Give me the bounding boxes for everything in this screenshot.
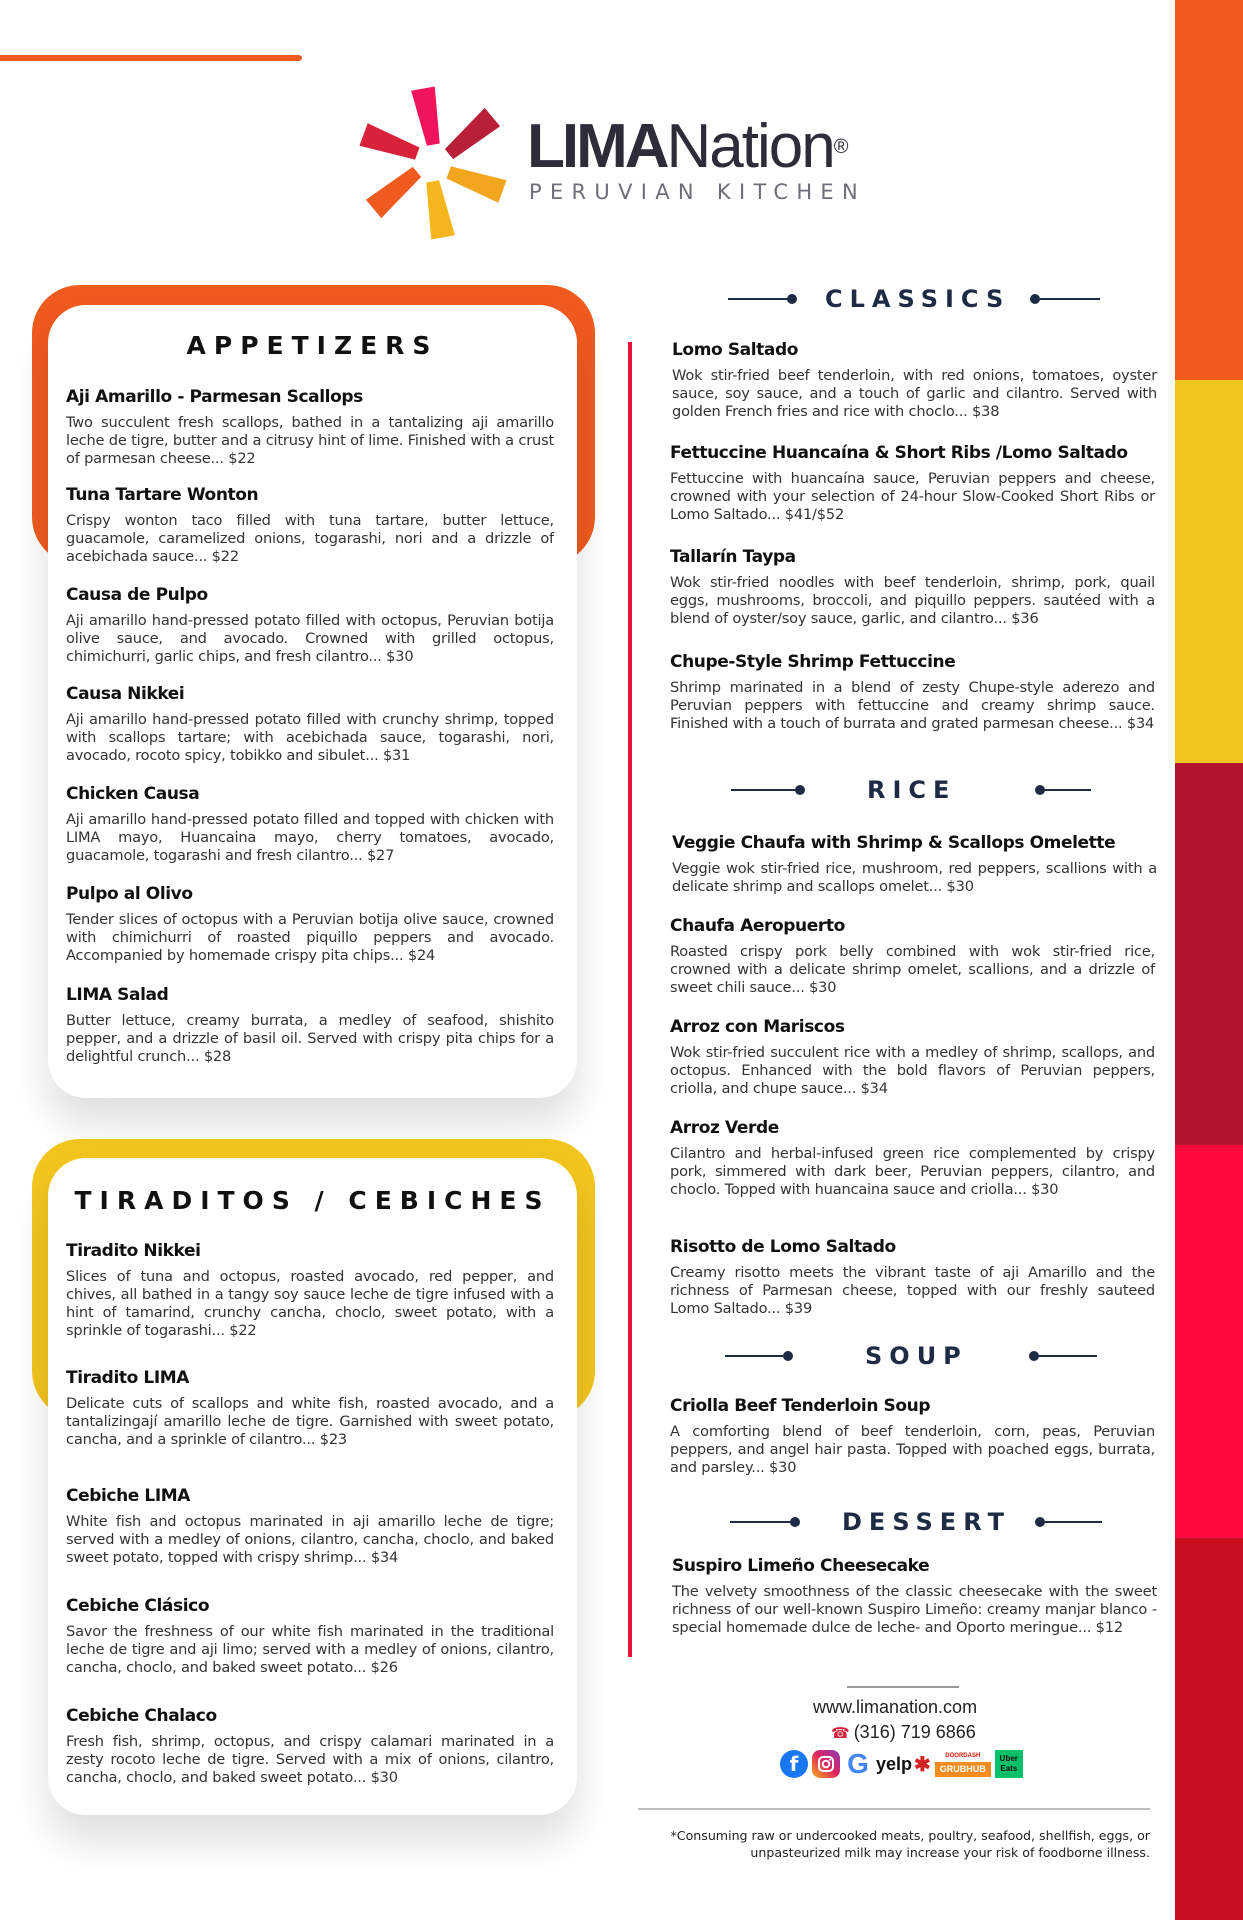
phone-number[interactable]: ☎ (316) 719 6866 xyxy=(831,1722,976,1742)
phone-icon: ☎ xyxy=(831,1725,850,1742)
rice-title: RICE xyxy=(867,776,957,804)
menu-item: Pulpo al Olivo Tender slices of octopus with a Peruvian botija olive sauce, crowned with chimichurri of roasted piquillo peppers and avocado. Accompanied by homemade crispy pita chips... $24 xyxy=(66,884,554,964)
dessert-title: DESSERT xyxy=(842,1508,1011,1536)
stripe-red xyxy=(1175,1145,1243,1538)
stripe-yellow xyxy=(1175,380,1243,763)
uber-eats-icon[interactable]: Uber Eats xyxy=(995,1750,1023,1778)
menu-item: Tiradito Nikkei Slices of tuna and octopus, roasted avocado, red pepper, and chives, all bathed in a tangy soy sauce leche de tigre infused with a hint of tamarind, crunchy cancha, choclo, sweet potato, with a sprinkle of togarashi... $22 xyxy=(66,1241,554,1339)
menu-item: Causa Nikkei Aji amarillo hand-pressed potato filled with crunchy shrimp, topped with scallops tartare; with acebichada sauce, togarashi, nori, avocado, rocoto spicy, tobikko and sibulet... $31 xyxy=(66,684,554,764)
instagram-icon[interactable] xyxy=(812,1750,840,1778)
disclaimer-divider xyxy=(638,1808,1150,1810)
menu-item: Tuna Tartare Wonton Crispy wonton taco filled with tuna tartare, butter lettuce, guacamole, caramelized onions, togarashi, nori and a drizzle of acebichada sauce... $22 xyxy=(66,485,554,565)
classics-header xyxy=(728,284,1100,314)
menu-item: Tallarín Taypa Wok stir-fried noodles with beef tenderloin, shrimp, pork, quail eggs, mushrooms, broccoli, and piquillo peppers. sautéed with a blend of oyster/soy sauce, garlic, and cilantro... $36 xyxy=(670,547,1155,627)
menu-item: Risotto de Lomo Saltado Creamy risotto meets the vibrant taste of aji Amarillo and the richness of Parmesan cheese, topped with our freshly sauteed Lomo Saltado... $39 xyxy=(670,1237,1155,1317)
menu-item: Criolla Beef Tenderloin Soup A comforting blend of beef tenderloin, corn, peas, Peruvian peppers, and angel hair pasta. Topped with poached eggs, burrata, and parsley... $30 xyxy=(670,1396,1155,1476)
dessert-header xyxy=(730,1507,1102,1537)
stripe-crimson xyxy=(1175,763,1243,1145)
social-links xyxy=(780,1749,1023,1779)
menu-item: Suspiro Limeño Cheesecake The velvety smoothness of the classic cheesecake with the sweet richness of our well-known Suspiro Limeño: creamy manjar blanco -special homemade dulce de leche- and Oporto meringue... $12 xyxy=(672,1556,1157,1636)
stripe-dark-red xyxy=(1175,1538,1243,1920)
facebook-icon[interactable]: f xyxy=(780,1750,808,1778)
google-icon[interactable]: G xyxy=(847,1748,869,1779)
classics-title: CLASSICS xyxy=(825,285,1011,313)
yelp-icon[interactable]: yelp ✱ xyxy=(876,1753,931,1776)
rice-header xyxy=(731,775,1091,805)
top-accent-line xyxy=(0,55,302,61)
soup-header xyxy=(725,1341,1097,1371)
stripe-orange xyxy=(1175,0,1243,380)
menu-item: Cebiche LIMA White fish and octopus marinated in aji amarillo leche de tigre; served with a medley of onions, cilantro, cancha, choclo, and baked sweet potato, topped with crispy shrimp... $34 xyxy=(66,1486,554,1566)
appetizers-title: APPETIZERS xyxy=(186,331,439,360)
menu-item: Causa de Pulpo Aji amarillo hand-pressed potato filled with octopus, Peruvian botija olive sauce, and avocado. Crowned with grilled octopus, chimichurri, garlic chips, and fresh cilantro... $30 xyxy=(66,585,554,665)
footer-divider xyxy=(847,1686,959,1688)
brand-tagline: PERUVIAN KITCHEN xyxy=(529,180,866,204)
menu-item: Arroz Verde Cilantro and herbal-infused green rice complemented by crispy pork, simmered with dark beer, Peruvian peppers, cilantro, and choclo. Topped with huancaina sauce and criolla... $30 xyxy=(670,1118,1155,1198)
menu-item: Fettuccine Huancaína & Short Ribs /Lomo Saltado Fettuccine with huancaína sauce, Peruvian peppers and cheese, crowned with your selection of 24-hour Slow-Cooked Short Ribs or Lomo Saltado... $41/$52 xyxy=(670,443,1155,523)
menu-item: Aji Amarillo - Parmesan Scallops Two succulent fresh scallops, bathed in a tantalizing aji amarillo leche de tigre, butter and a citrusy hint of lime. Finished with a crust of parmesan cheese... $22 xyxy=(66,387,554,467)
menu-item: Chicken Causa Aji amarillo hand-pressed potato filled and topped with chicken with LIMA mayo, Huancaina mayo, cherry tomatoes, avocado, guacamole, togarashi and fresh cilantro... $27 xyxy=(66,784,554,864)
website-link[interactable]: www.limanation.com xyxy=(813,1697,978,1717)
menu-item: LIMA Salad Butter lettuce, creamy burrata, a medley of seafood, shishito pepper, and a drizzle of basil oil. Served with crispy pita chips for a delightful crunch... $28 xyxy=(66,985,554,1065)
column-divider xyxy=(628,342,632,1657)
menu-item: Cebiche Clásico Savor the freshness of our white fish marinated in the traditional leche de tigre and aji limo; served with a medley of onions, cilantro, cancha, choclo, and baked sweet potato... $26 xyxy=(66,1596,554,1676)
tiraditos-title: TIRADITOS / CEBICHES xyxy=(74,1186,551,1215)
menu-item: Chaufa Aeropuerto Roasted crispy pork belly combined with wok stir-fried rice, crowned with a delicate shrimp omelet, scallions, and a drizzle of sweet chili sauce... $30 xyxy=(670,916,1155,996)
menu-item: Chupe-Style Shrimp Fettuccine Shrimp marinated in a blend of zesty Chupe-style aderezo and Peruvian peppers with fettuccine and creamy shrimp sauce. Finished with a touch of burrata and grated parmesan cheese... $34 xyxy=(670,652,1155,732)
soup-title: SOUP xyxy=(865,1342,968,1370)
menu-item: Cebiche Chalaco Fresh fish, shrimp, octopus, and crispy calamari marinated in a zesty rocoto leche de tigre. Served with a mix of onions, cilantro, cancha, choclo, and baked sweet potato... $30 xyxy=(66,1706,554,1786)
doordash-grubhub-icon[interactable]: DOORDASH GRUBHUB xyxy=(935,1750,991,1778)
menu-item: Tiradito LIMA Delicate cuts of scallops and white fish, roasted avocado, and a tantalizingají amarillo leche de tigre. Garnished with sweet potato, cancha, and a sprinkle of cilantro... $23 xyxy=(66,1368,554,1448)
menu-item: Arroz con Mariscos Wok stir-fried succulent rice with a medley of shrimp, scallops, and octopus. Enhanced with the bold flavors of Peruvian peppers, criolla, and chupe sauce... $34 xyxy=(670,1017,1155,1097)
brand-name: LIMANation® xyxy=(527,112,849,181)
menu-item: Lomo Saltado Wok stir-fried beef tenderloin, with red onions, tomatoes, oyster sauce, soy sauce, and a touch of garlic and cilantro. Served with golden French fries and rice with choclo... $38 xyxy=(672,340,1157,420)
menu-item: Veggie Chaufa with Shrimp & Scallops Omelette Veggie wok stir-fried rice, mushroom, red peppers, scallions with a delicate shrimp and scallops omelet... $30 xyxy=(672,833,1157,895)
food-safety-disclaimer: *Consuming raw or undercooked meats, poultry, seafood, shellfish, eggs, or unpasteurized milk may increase your risk of foodborne illness. xyxy=(670,1828,1150,1860)
